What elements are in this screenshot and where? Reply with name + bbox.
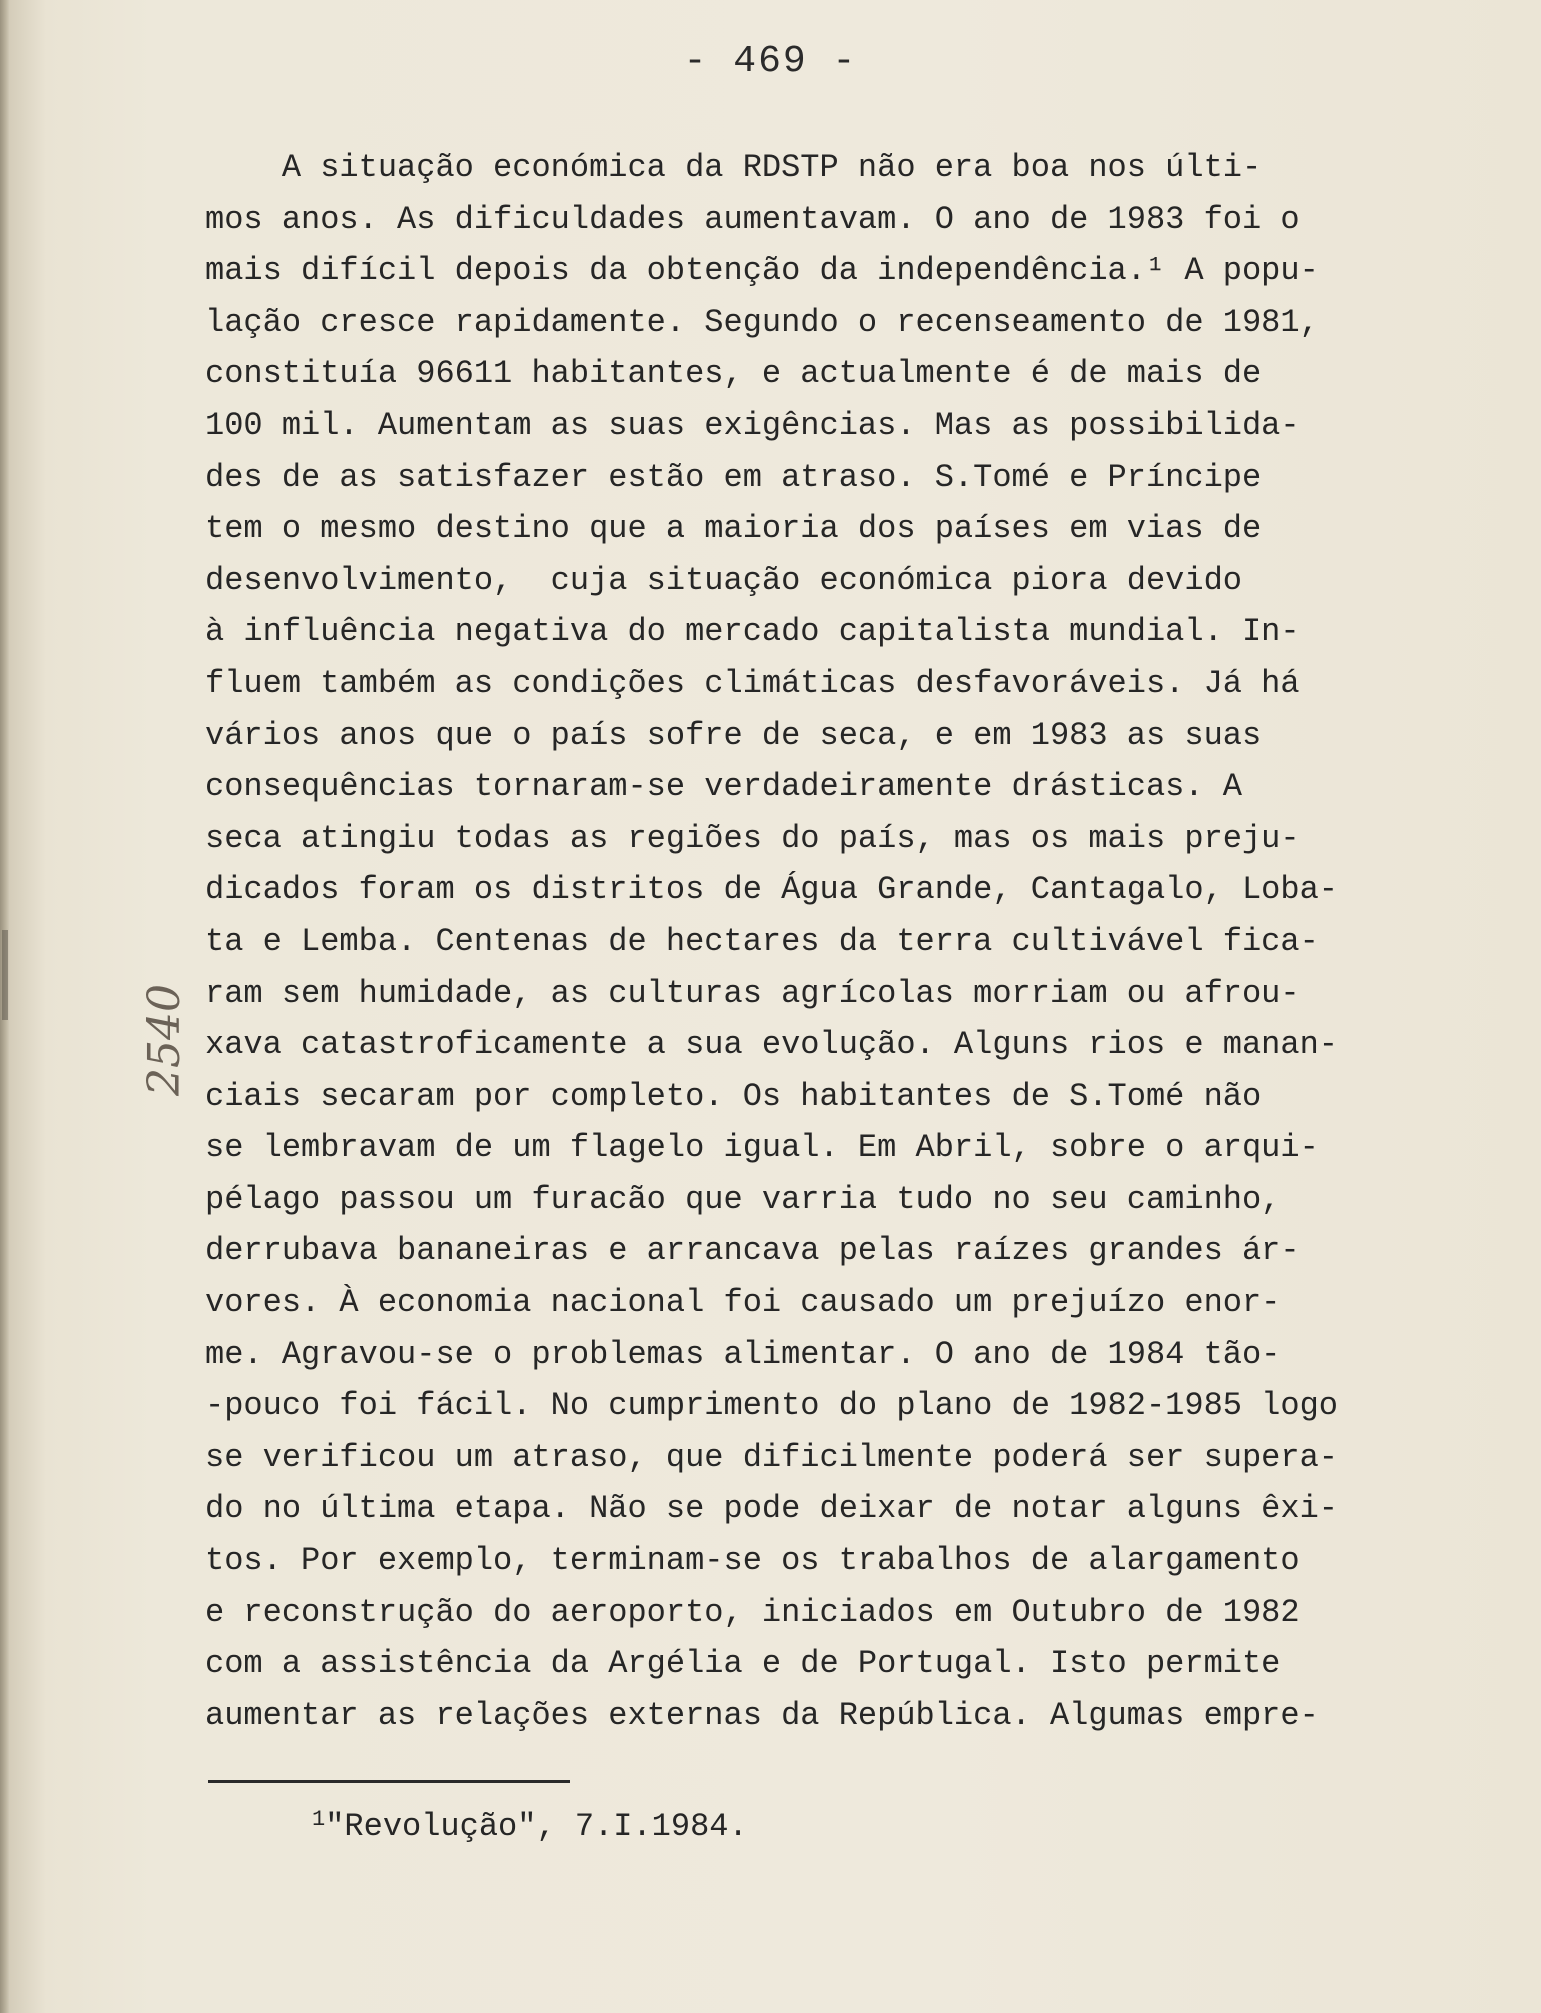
text-line: tem o mesmo destino que a maioria dos países em vias de <box>205 510 1262 548</box>
text-line: vores. À economia nacional foi causado um prejuízo enor- <box>205 1284 1281 1322</box>
text-line: do no última etapa. Não se pode deixar de notar alguns êxi- <box>205 1490 1338 1528</box>
text-line: dicados foram os distritos de Água Grande, Cantagalo, Loba- <box>205 871 1338 909</box>
text-line: ciais secaram por completo. Os habitantes de S.Tomé não <box>205 1077 1262 1115</box>
handwritten-margin-note: 2540 <box>139 984 190 1096</box>
text-line: pélago passou um furacão que varria tudo no seu caminho, <box>205 1180 1281 1218</box>
text-line: tos. Por exemplo, terminam-se os trabalhos de alargamento <box>205 1542 1300 1580</box>
text-line: com a assistência da Argélia e de Portugal. Isto permite <box>205 1645 1281 1683</box>
page-number: - 469 - <box>683 40 858 83</box>
page-binding-edge <box>0 0 10 2013</box>
text-line: aumentar as relações externas da República. Algumas empre- <box>205 1696 1319 1734</box>
text-line: e reconstrução do aeroporto, iniciados em Outubro de 1982 <box>205 1593 1300 1631</box>
text-line: lação cresce rapidamente. Segundo o recenseamento de 1981, <box>205 303 1319 341</box>
text-line: desenvolvimento, cuja situação económica piora devido <box>205 561 1242 599</box>
text-line: seca atingiu todas as regiões do país, mas os mais preju- <box>205 819 1300 857</box>
text-line: se lembravam de um flagelo igual. Em Abril, sobre o arqui- <box>205 1129 1319 1167</box>
footnote-text: "Revolução", 7.I.1984. <box>325 1808 748 1845</box>
text-line: ta e Lemba. Centenas de hectares da terra cultivável fica- <box>205 922 1319 960</box>
text-line: à influência negativa do mercado capitalista mundial. In- <box>205 613 1300 651</box>
body-paragraph <box>205 142 1465 1741</box>
text-line: -pouco foi fácil. No cumprimento do plano de 1982-1985 logo <box>205 1387 1338 1425</box>
text-line: vários anos que o país sofre de seca, e em 1983 as suas <box>205 716 1262 754</box>
text-line: fluem também as condições climáticas desfavoráveis. Já há <box>205 664 1300 702</box>
text-line: se verificou um atraso, que dificilmente poderá ser supera- <box>205 1438 1338 1476</box>
text-line: me. Agravou-se o problemas alimentar. O ano de 1984 tão- <box>205 1335 1281 1373</box>
text-line: xava catastroficamente a sua evolução. Alguns rios e manan- <box>205 1026 1338 1064</box>
text-line: derrubava bananeiras e arrancava pelas raízes grandes ár- <box>205 1232 1300 1270</box>
footnote <box>312 1807 748 1845</box>
text-line: des de as satisfazer estão em atraso. S.Tomé e Príncipe <box>205 458 1262 496</box>
text-line: consequências tornaram-se verdadeiramente drásticas. A <box>205 768 1242 806</box>
footnote-marker: 1 <box>312 1807 326 1832</box>
text-line: constituía 96611 habitantes, e actualmente é de mais de <box>205 355 1262 393</box>
text-line: mos anos. As dificuldades aumentavam. O ano de 1983 foi o <box>205 200 1300 238</box>
binding-mark <box>2 930 8 1020</box>
text-line: A situação económica da RDSTP não era boa nos últi- <box>205 149 1262 186</box>
footnote-divider <box>208 1780 570 1783</box>
text-line: ram sem humidade, as culturas agrícolas morriam ou afrou- <box>205 974 1300 1012</box>
text-line: 100 mil. Aumentam as suas exigências. Mas as possibilida- <box>205 406 1300 444</box>
text-line: mais difícil depois da obtenção da independência.¹ A popu- <box>205 252 1319 290</box>
